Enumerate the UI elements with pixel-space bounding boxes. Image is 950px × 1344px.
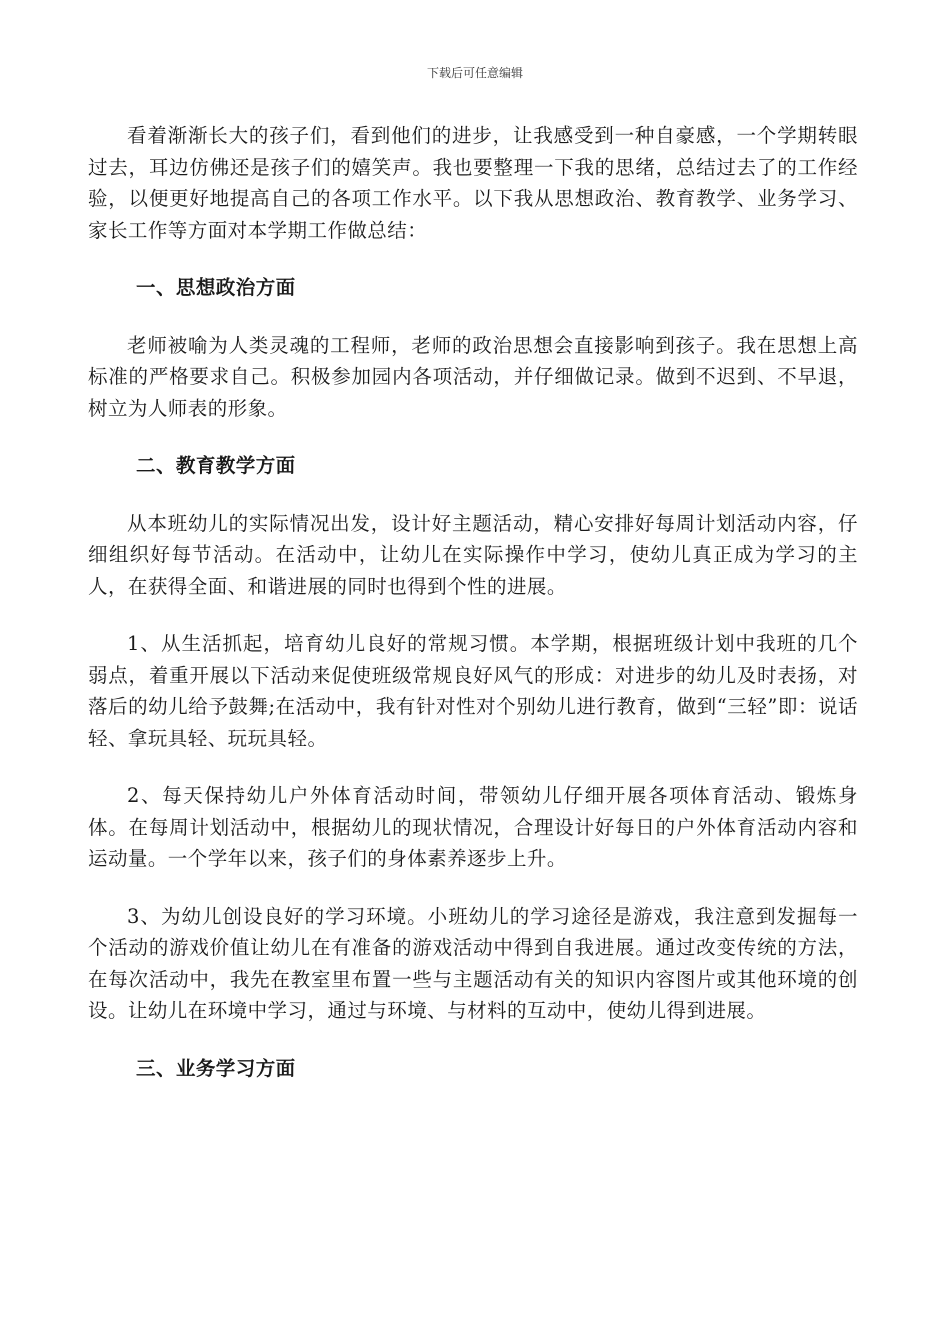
section-heading-ideology: 一、思想政治方面 [136, 276, 296, 299]
teaching-item-3: 3、为幼儿创设良好的学习环境。小班幼儿的学习途径是游戏，我注意到发掘每一个活动的游戏价值让幼儿在有准备的游戏活动中得到自我进展。通过改变传统的方法，在每次活动中，我先在教室里布置一些与主题活动有关的知识内容图片或其他环境的创设。让幼儿在环境中学习，通过与环境、与材料的互动中，使幼儿得到进展。 [88, 904, 858, 1022]
page-header: 下载后可任意编辑 [426, 66, 523, 80]
document-body [88, 120, 858, 1110]
section-heading-study: 三、业务学习方面 [136, 1056, 296, 1080]
teaching-item-1: 1、从生活抓起，培育幼儿良好的常规习惯。本学期，根据班级计划中我班的几个弱点，着重开展以下活动来促使班级常规良好风气的形成：对进步的幼儿及时表扬，对落后的幼儿给予鼓舞;在活动中，我有针对性对个别幼儿进行教育，做到“三轻”即：说话轻、拿玩具轻、玩玩具轻。 [88, 632, 858, 750]
section-heading-teaching: 二、教育教学方面 [136, 454, 296, 477]
teaching-item-2: 2、每天保持幼儿户外体育活动时间，带领幼儿仔细开展各项体育活动、锻炼身体。在每周计划活动中，根据幼儿的现状情况，合理设计好每日的户外体育活动内容和运动量。一个学年以来，孩子们的身体素养逐步上升。 [88, 784, 858, 870]
intro-paragraph: 看着渐渐长大的孩子们，看到他们的进步，让我感受到一种自豪感，一个学期转眼过去，耳边仿佛还是孩子们的嬉笑声。我也要整理一下我的思绪，总结过去了的工作经验，以便更好地提高自己的各项工作水平。以下我从思想政治、教育教学、业务学习、家长工作等方面对本学期工作做总结： [88, 124, 858, 242]
ideology-paragraph: 老师被喻为人类灵魂的工程师，老师的政治思想会直接影响到孩子。我在思想上高标准的严格要求自己。积极参加园内各项活动，并仔细做记录。做到不迟到、不早退，树立为人师表的形象。 [88, 333, 858, 420]
teaching-paragraph: 从本班幼儿的实际情况出发，设计好主题活动，精心安排好每周计划活动内容，仔细组织好每节活动。在活动中，让幼儿在实际操作中学习，使幼儿真正成为学习的主人，在获得全面、和谐进展的同时也得到个性的进展。 [88, 511, 858, 598]
